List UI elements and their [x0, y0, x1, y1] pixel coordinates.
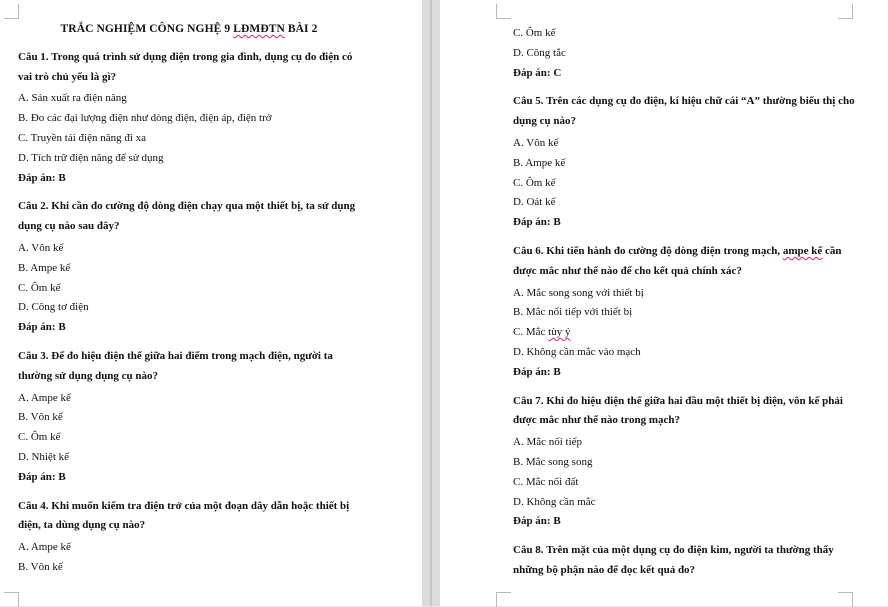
option-c: C. Ôm kế: [513, 176, 556, 189]
question-5: [513, 92, 858, 233]
corner-mark: [4, 4, 19, 19]
page-right: [440, 0, 888, 606]
option-a: A. Mắc song song với thiết bị: [513, 286, 644, 299]
option-b: B. Ampe kế: [513, 156, 566, 169]
option-d: D. Oát kế: [513, 196, 556, 209]
option-d: D. Không cần mắc: [513, 495, 596, 508]
spell-error-word: ampe kế: [782, 244, 823, 257]
question-stem: Câu 6. Khi tiến hành đo cường độ dòng điện trong mạch, ampe kế cần được mắc như thế nào để cho kết quả chính xác?: [513, 244, 842, 277]
option-b: B. Mắc nối tiếp với thiết bị: [513, 306, 633, 319]
option-a: A. Ampe kế: [18, 541, 71, 554]
option-b: B. Vôn kế: [18, 411, 63, 424]
option-a: A. Vôn kế: [18, 241, 64, 254]
question-2: [18, 197, 360, 338]
corner-mark: [838, 592, 853, 607]
question-3: [18, 347, 360, 488]
question-7: [513, 392, 858, 533]
question-1: [18, 48, 360, 189]
spell-error-word: LĐMĐTN: [233, 23, 285, 35]
option-d: D. Công tắc: [513, 46, 566, 59]
page-left: [0, 0, 422, 606]
document-title: TRẮC NGHIỆM CÔNG NGHỆ 9 LĐMĐTN BÀI 2: [60, 23, 318, 35]
question-8: [513, 541, 858, 581]
question-stem: Câu 5. Trên các dụng cụ đo điện, kí hiệu chữ cái “A” thường biểu thị cho dụng cụ nào?: [513, 95, 855, 128]
option-c: C. Mắc nối đất: [513, 475, 579, 488]
option-d: D. Nhiệt kế: [18, 450, 70, 463]
answer: Đáp án: B: [513, 515, 561, 528]
question-stem: Câu 7. Khi đo hiệu điện thế giữa hai đầu một thiết bị điện, vôn kế phải được mắc như thế nào trong mạch?: [513, 394, 843, 427]
page-gap: [422, 0, 440, 606]
option-a: A. Sản xuất ra điện năng: [18, 92, 127, 105]
question-4-continued: [513, 24, 858, 83]
option-c: C. Ôm kế: [18, 431, 61, 444]
answer: Đáp án: B: [18, 470, 66, 483]
question-6: [513, 242, 858, 383]
option-c: C. Ôm kế: [513, 27, 556, 39]
question-stem: Câu 4. Khi muốn kiểm tra điện trở của một đoạn dây dẫn hoặc thiết bị điện, ta dùng dụng cụ nào?: [18, 499, 350, 532]
answer: Đáp án: B: [18, 321, 66, 334]
corner-mark: [4, 592, 19, 607]
option-d: D. Không cần mắc vào mạch: [513, 345, 641, 358]
question-stem: Câu 8. Trên mặt của một dụng cụ đo điện kim, người ta thường thấy những bộ phận nào để đọc kết quả đo?: [513, 544, 834, 576]
option-a: A. Ampe kế: [18, 391, 71, 404]
option-b: B. Đo các đại lượng điện như dòng điện, điện áp, điện trở: [18, 112, 272, 125]
page-left-content: [18, 0, 360, 587]
spell-error-word: tùy ý: [548, 326, 571, 339]
option-b: B. Vôn kế: [18, 560, 63, 573]
option-c: C. Truyền tải điện năng đi xa: [18, 131, 147, 144]
answer: Đáp án: B: [513, 216, 561, 229]
corner-mark: [496, 4, 511, 19]
option-c: C. Ôm kế: [18, 281, 61, 294]
option-d: D. Tích trữ điện năng để sử dụng: [18, 151, 164, 164]
option-c: C. Mắc tùy ý: [513, 326, 571, 339]
answer: Đáp án: C: [513, 66, 562, 79]
option-a: A. Mắc nối tiếp: [513, 436, 583, 449]
question-stem: Câu 2. Khi cần đo cường độ dòng điện chạy qua một thiết bị, ta sử dụng dụng cụ nào sau đây?: [18, 200, 356, 233]
option-a: A. Vôn kế: [513, 136, 559, 149]
option-d: D. Công tơ điện: [18, 301, 89, 314]
corner-mark: [496, 592, 511, 607]
option-b: B. Ampe kế: [18, 261, 71, 274]
answer: Đáp án: B: [513, 365, 561, 378]
option-b: B. Mắc song song: [513, 455, 593, 468]
answer: Đáp án: B: [18, 171, 66, 184]
page-right-content: [513, 24, 858, 590]
corner-mark: [838, 4, 853, 19]
question-4: [18, 497, 360, 578]
question-stem: Câu 3. Để đo hiệu điện thế giữa hai điểm trong mạch điện, người ta thường sử dụng dụng cụ nào?: [18, 349, 333, 382]
question-stem: Câu 1. Trong quá trình sử dụng điện trong gia đình, dụng cụ đo điện có vai trò chủ yếu là gì?: [18, 50, 353, 83]
